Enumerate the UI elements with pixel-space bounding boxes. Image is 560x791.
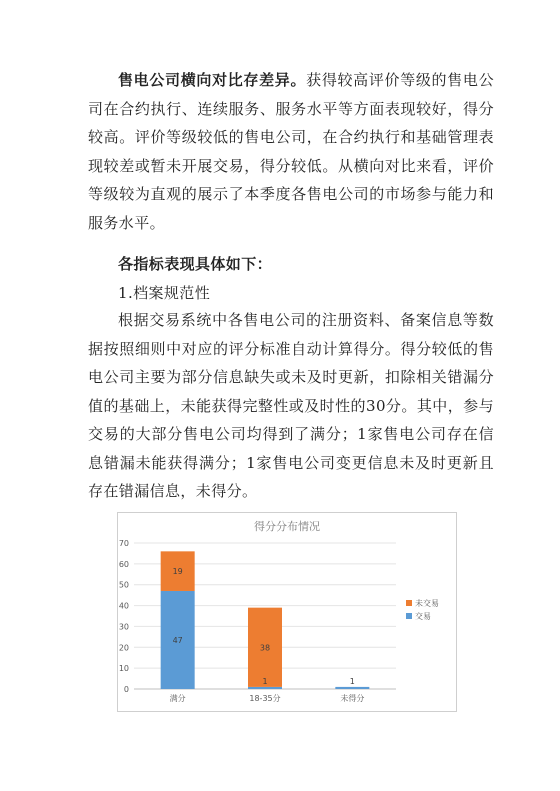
x-tick-label: 满分 — [169, 694, 186, 703]
paragraph-archive: 根据交易系统中各售电公司的注册资料、备案信息等数据按照细则中对应的评分标准自动计算得分。得分较低的售电公司主要为部分信息缺失或未及时更新，扣除相关错漏分值的基础上，未能获得完整性或及时性的30分。其中，参与交易的大部分售电公司均得到了满分；1家售电公司存在信息错漏未能获得满分；1家售电公司变更信息未及时更新且存在错漏信息，未得分。 — [88, 311, 494, 500]
x-tick-label: 18-35分 — [249, 694, 281, 703]
item-heading: 1.档案规范性 — [118, 284, 211, 302]
y-tick-label: 40 — [118, 601, 129, 611]
legend-label: 未交易 — [415, 599, 439, 608]
chart-container — [117, 512, 457, 712]
legend-swatch — [406, 613, 412, 619]
chart-title: 得分分布情况 — [254, 520, 320, 533]
section-heading: 各指标表现具体如下： — [118, 255, 273, 273]
y-tick-label: 10 — [118, 664, 129, 674]
y-tick-label: 70 — [118, 539, 129, 548]
paragraph-comparison — [88, 66, 494, 237]
data-label: 1 — [349, 676, 355, 686]
legend-label: 交易 — [415, 612, 431, 621]
y-tick-label: 0 — [123, 685, 129, 694]
data-label: 38 — [259, 643, 271, 653]
y-tick-label: 60 — [118, 559, 129, 569]
data-label: 1 — [262, 676, 268, 686]
paragraph-lead: 售电公司横向对比存差异。 — [118, 71, 307, 89]
stacked-bar-chart — [118, 513, 456, 711]
bar-segment — [248, 687, 282, 689]
y-tick-label: 30 — [118, 622, 129, 632]
x-tick-label: 未得分 — [340, 694, 365, 703]
bar-segment — [335, 687, 369, 689]
y-tick-label: 50 — [118, 580, 129, 590]
legend-swatch — [406, 600, 412, 606]
y-tick-label: 20 — [118, 643, 129, 653]
data-label: 47 — [172, 635, 183, 645]
paragraph-body: 获得较高评价等级的售电公司在合约执行、连续服务、服务水平等方面表现较好，得分较高。评价等级较低的售电公司，在合约执行和基础管理表现较差或暂未开展交易，得分较低。从横向对比来看，评价等级较为直观的展示了本季度各售电公司的市场参与能力和服务水平。 — [88, 71, 494, 232]
data-label: 19 — [172, 567, 183, 577]
